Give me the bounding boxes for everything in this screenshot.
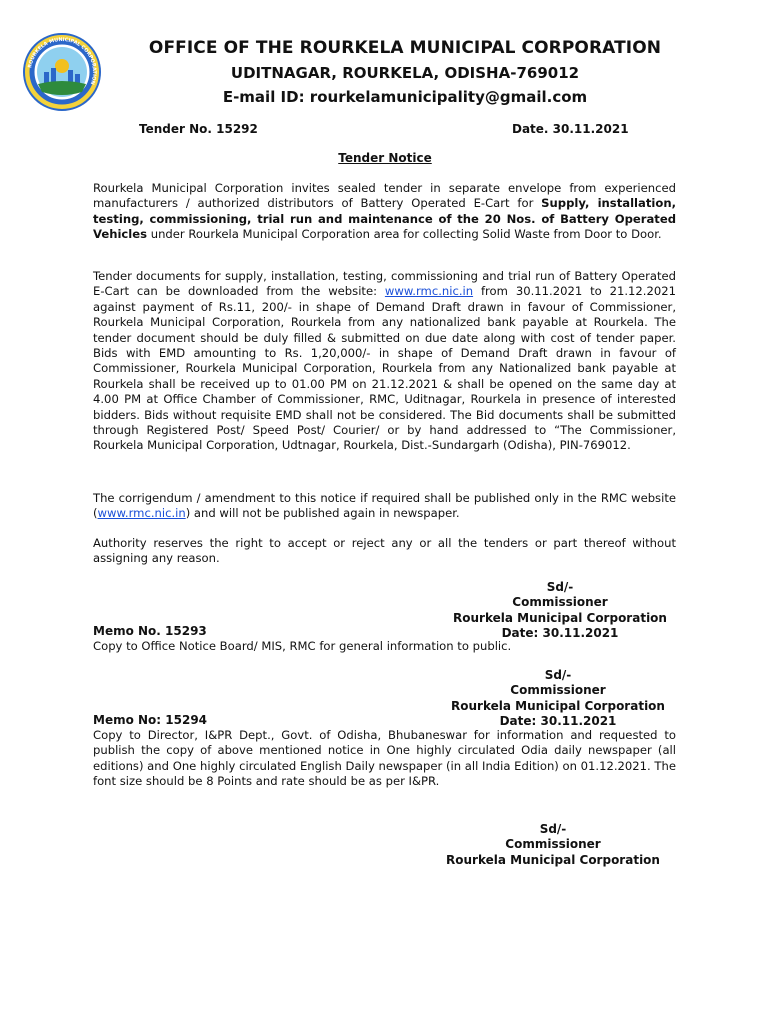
corrigendum-text-start: The corrigendum / amendment to this notice if required shall be published only in the RMC website ( — [93, 491, 676, 521]
sd-line: Sd/- — [546, 580, 574, 594]
signature-block-2 — [439, 668, 677, 729]
designation: Commissioner — [510, 683, 606, 698]
website-link[interactable]: www.rmc.nic.in — [384, 284, 474, 299]
office-name: Rourkela Municipal Corporation — [451, 698, 665, 713]
intro-text: Rourkela Municipal Corporation invites sealed tender in separate envelope from experienced manufacturers / authorized distributors of Battery Operated E-Cart for — [93, 181, 676, 211]
corrigendum-text-end: ) and will not be published again in newspaper. — [185, 506, 460, 521]
tender-date: Date. 30.11.2021 — [512, 122, 629, 136]
details-text-start: Tender documents for supply, installation, testing, commissioning and trial run of Battery Operated E-Cart can be downloaded from the website: — [93, 269, 676, 299]
tender-number: Tender No. 15292 — [139, 122, 258, 136]
office-name: Rourkela Municipal Corporation — [446, 852, 660, 867]
memo-text-2: Copy to Director, I&PR Dept., Govt. of Odisha, Bhubaneswar for information and requested to publish the copy of above mentioned notice in One highly circulated Odia daily newspaper (all editions) and One highly circulated English Daily newspaper (in all India Edition) on 01.12.2021. The font size should be 8 Points and rate should be as per I&PR. — [93, 728, 676, 789]
signature-block-3 — [431, 822, 675, 868]
designation: Commissioner — [512, 595, 608, 610]
signature-block-1 — [441, 580, 679, 641]
office-name: Rourkela Municipal Corporation — [453, 610, 667, 625]
designation: Commissioner — [505, 837, 601, 852]
details-text-rest: from 30.11.2021 to 21.12.2021 against payment of Rs.11, 200/- in shape of Demand Draft drawn in favour of Commissioner, Rourkela Municipal Corporation, Rourkela from any nationalized bank payable at Rourkela. The tender document should be duly filled & submitted on due date along with cost of tender paper. Bids with EMD amounting to Rs. 1,20,000/- in shape of Demand Draft drawn in favour of Commissioner, Rourkela Municipal Corporation, Rourkela from any Nationalized bank payable at Rourkela shall be received up to 01.00 PM on 21.12.2021 & shall be opened on the same day at 4.00 PM at Office Chamber of Commissioner, RMC, Uditnagar, Rourkela in presence of interested bidders. Bids without requisite EMD shall not be considered. The Bid documents shall be submitted through Registered Post/ Speed Post/ Courier/ or by hand addressed to “The Commissioner, Rourkela Municipal Corporation, Udtnagar, Rourkela, Dist.-Sundargarh (Odisha), PIN-769012. — [93, 284, 676, 453]
corrigendum-paragraph — [93, 491, 676, 522]
intro-paragraph — [93, 181, 676, 243]
tender-subject: Supply, installation, testing, commissioning, trial run and maintenance of the 20 Nos. of Battery Operated Vehicles — [93, 196, 676, 242]
signature-date: Date: 30.11.2021 — [501, 625, 619, 640]
authority-paragraph: Authority reserves the right to accept or reject any or all the tenders or part thereof without assigning any reason. — [93, 536, 676, 566]
details-paragraph — [93, 269, 676, 454]
memo-number-2: Memo No: 15294 — [93, 713, 208, 727]
intro-outro: under Rourkela Municipal Corporation area for collecting Solid Waste from Door to Door. — [147, 227, 662, 242]
corrigendum-website-link[interactable]: www.rmc.nic.in — [97, 506, 186, 521]
sd-line: Sd/- — [539, 822, 567, 836]
office-title: OFFICE OF THE ROURKELA MUNICIPAL CORPORATION — [148, 38, 662, 58]
notice-title: Tender Notice — [338, 151, 432, 165]
office-address: UDITNAGAR, ROURKELA, ODISHA-769012 — [230, 64, 580, 82]
sd-line: Sd/- — [544, 668, 572, 682]
signature-date: Date: 30.11.2021 — [499, 713, 617, 728]
memo-text-1: Copy to Office Notice Board/ MIS, RMC for general information to public. — [93, 639, 512, 653]
office-email: E-mail ID: rourkelamunicipality@gmail.com — [222, 88, 588, 106]
memo-number-1: Memo No. 15293 — [93, 624, 207, 638]
logo-ring-text: ROURKELA MUNICIPAL CORPORATION — [27, 36, 98, 86]
